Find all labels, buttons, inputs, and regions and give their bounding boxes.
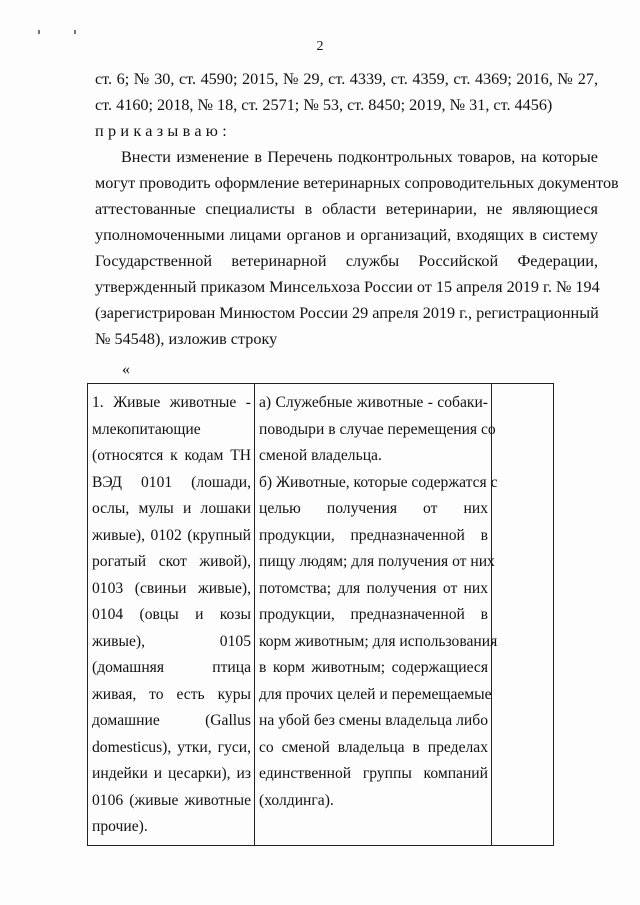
goods-category-line: 1. Живые животные -: [92, 394, 251, 411]
goods-category-line: domesticus), утки, гуси,: [92, 738, 251, 756]
purpose-line: (холдинга).: [259, 791, 334, 809]
paragraph-2-line: Государственной ветеринарной службы Российской Федерации,: [95, 252, 598, 270]
goods-category-line: 0103 (свиньи живые),: [92, 579, 251, 597]
goods-category-line: ослы, мулы и лошаки: [92, 500, 251, 517]
goods-category-line: ВЭД 0101 (лошади,: [92, 473, 251, 491]
page-number: 2: [316, 39, 324, 54]
goods-category-line: домашние (Gallus: [92, 712, 251, 729]
purpose-line: потомства; для получения от них: [259, 579, 488, 597]
purpose-line: пищу людям; для получения от них: [259, 553, 495, 570]
goods-category-line: 0104 (овцы и козы: [92, 606, 251, 623]
purpose-line: корм животным; для использования: [259, 632, 498, 650]
paragraph-2-line: аттестованные специалисты в области ветеринарии, не являющиеся: [95, 200, 598, 218]
goods-category-cell: [88, 384, 255, 846]
purpose-line: а) Служебные животные - собаки-: [259, 394, 488, 411]
goods-category-line: живые), 0102 (крупный: [92, 526, 251, 544]
paragraph-2-line: утвержденный приказом Минсельхоза России от 15 апреля 2019 г. № 194: [95, 278, 600, 296]
goods-table: [87, 383, 554, 846]
paragraph-1-line: ст. 6; № 30, ст. 4590; 2015, № 29, ст. 4339, ст. 4359, ст. 4369; 2016, № 27,: [95, 70, 598, 88]
goods-category-line: 0106 (живые животные: [92, 791, 251, 809]
paragraph-2-line: уполномоченными лицами органов и организаций, входящих в систему: [95, 226, 598, 244]
decree-word: приказываю:: [95, 122, 231, 140]
purpose-line: единственной группы компаний: [259, 765, 488, 782]
goods-category-line: (домашняя птица: [92, 659, 251, 676]
purpose-line: продукции, предназначенной в: [259, 526, 488, 544]
goods-category-line: индейки и цесарки), из: [92, 765, 251, 782]
goods-category-line: млекопитающие: [92, 420, 201, 438]
purpose-line: со сменой владельца в пределах: [259, 738, 488, 756]
scan-speck: [74, 30, 76, 34]
goods-category-line: прочие).: [92, 818, 148, 835]
purpose-line: целью получения от них: [259, 500, 488, 517]
purpose-line: поводыри в случае перемещения со: [259, 420, 496, 438]
paragraph-2-line: могут проводить оформление ветеринарных сопроводительных документов: [95, 174, 619, 192]
empty-cell: [492, 384, 554, 846]
opening-quote: «: [122, 361, 130, 378]
purpose-line: б) Животные, которые содержатся с: [259, 473, 498, 491]
table-row: [88, 384, 554, 846]
goods-category-line: живые), 0105: [92, 632, 251, 650]
goods-category-line: (относятся к кодам ТН: [92, 447, 251, 464]
paragraph-2-line: (зарегистрирован Минюстом России 29 апреля 2019 г., регистрационный: [95, 304, 599, 322]
paragraph-1-line: ст. 4160; 2018, № 18, ст. 2571; № 53, ст. 8450; 2019, № 31, ст. 4456): [95, 96, 553, 114]
goods-category-line: живая, то есть куры: [92, 685, 251, 703]
purpose-cell: [255, 384, 498, 846]
scan-speck: [38, 30, 40, 34]
purpose-line: сменой владельца.: [259, 447, 382, 464]
goods-category-line: рогатый скот живой),: [92, 553, 251, 570]
paragraph-2-line: Внести изменение в Перечень подконтрольных товаров, на которые: [121, 148, 598, 166]
purpose-line: на убой без смены владельца либо: [259, 712, 488, 729]
paragraph-2-line: № 54548), изложив строку: [95, 330, 278, 348]
purpose-line: в корм животным; содержащиеся: [259, 659, 488, 676]
purpose-line: для прочих целей и перемещаемые: [259, 685, 492, 703]
purpose-line: продукции, предназначенной в: [259, 606, 488, 623]
